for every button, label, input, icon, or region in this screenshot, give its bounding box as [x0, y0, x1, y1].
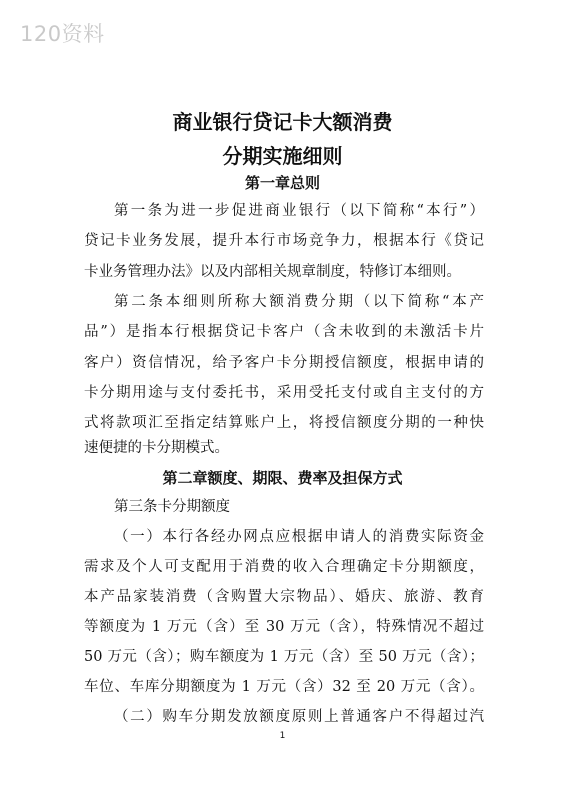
chapter-heading-2: 第二章额度、期限、费率及担保方式: [162, 469, 403, 487]
article-2-line: 品”）是指本行根据贷记卡客户（含未收到的未激活卡片: [84, 324, 484, 340]
article-3-paragraph-1-line: 等额度为 1 万元（含）至 30 万元（含），特殊情况不超过: [84, 619, 484, 635]
article-3-title: 第三条卡分期额度: [114, 499, 230, 515]
article-1-line: 第一条为进一步促进商业银行（以下简称“本行”）: [114, 203, 484, 219]
article-3-paragraph-1-line: 需求及个人可支配用于消费的收入合理确定卡分期额度，: [84, 559, 484, 575]
article-1-line: 卡业务管理办法》以及内部相关规章制度，特修订本细则。: [84, 264, 461, 280]
article-3-paragraph-1-line: 本产品家装消费（含购置大宗物品）、婚庆、旅游、教育: [84, 589, 484, 605]
article-3-paragraph-1-line: 车位、车库分期额度为 1 万元（含）32 至 20 万元（含）。: [84, 679, 484, 695]
article-3-paragraph-2-line: （二）购车分期发放额度原则上普通客户不得超过汽: [114, 709, 484, 725]
document-title-line-2: 分期实施细则: [222, 144, 343, 168]
article-2-line: 第二条本细则所称大额消费分期（以下简称“本产: [114, 294, 484, 310]
article-2-line: 卡分期用途与支付委托书，采用受托支付或自主支付的方: [84, 385, 484, 401]
page-number: 1: [279, 731, 286, 741]
document-title-line-1: 商业银行贷记卡大额消费: [172, 110, 393, 134]
article-3-paragraph-1-line: 50 万元（含）；购车额度为 1 万元（含）至 50 万元（含）；: [84, 649, 484, 665]
article-3-paragraph-1-line: （一）本行各经办网点应根据申请人的消费实际资金: [114, 529, 484, 545]
article-2-line: 速便捷的卡分期模式。: [84, 440, 229, 456]
article-2-line: 式将款项汇至指定结算账户上，将授信额度分期的一种快: [84, 415, 484, 431]
chapter-heading-1: 第一章总则: [244, 174, 320, 192]
article-1-line: 贷记卡业务发展，提升本行市场竞争力，根据本行《贷记: [84, 233, 484, 249]
watermark-logo-text: 120资料: [20, 22, 105, 46]
article-2-line: 客户）资信情况，给予客户卡分期授信额度，根据申请的: [84, 355, 484, 371]
